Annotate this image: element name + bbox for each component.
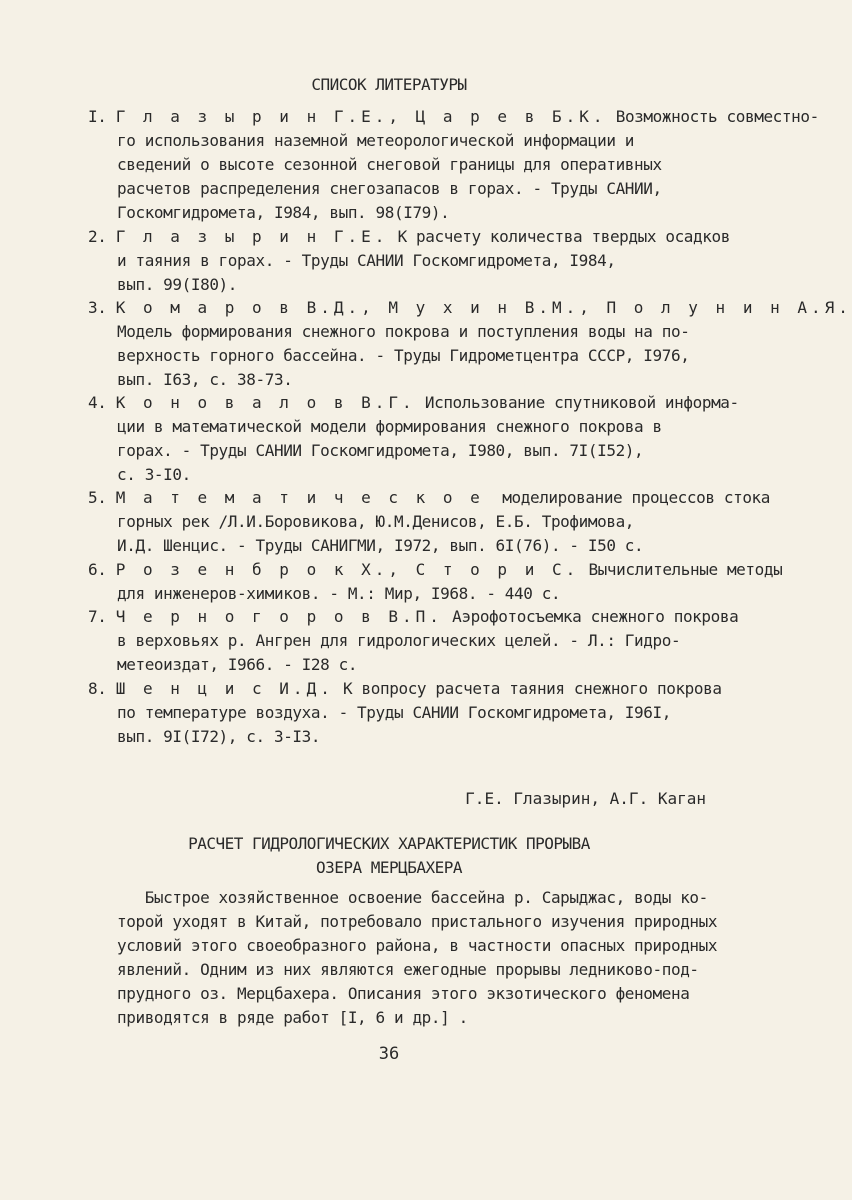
paragraph-line: явлений. Одним из них являются ежегодные прорывы ледниково-под-	[117, 960, 699, 979]
reference-line: вып. I63, с. 38-73.	[117, 370, 293, 389]
paragraph-line: прудного оз. Мерцбахера. Описания этого экзотического феномена	[117, 984, 690, 1003]
article-authors: Г.Е. Глазырин, А.Г. Каган	[465, 789, 706, 808]
paragraph-line: Быстрое хозяйственное освоение бассейна р. Сарыджас, воды ко-	[117, 888, 708, 907]
reference-author: М а т е м а т и ч е с к о е	[115, 488, 484, 507]
reference-line: для инженеров-химиков. - М.: Мир, I968. - 440 с.	[117, 584, 561, 603]
reference-line: горных рек /Л.И.Боровикова, Ю.М.Денисов, Е.Б. Трофимова,	[117, 512, 635, 531]
reference-number: I.	[88, 107, 107, 126]
paragraph-line: условий этого своеобразного района, в частности опасных природных	[117, 936, 718, 955]
reference-line: горах. - Труды САНИИ Госкомгидромета, I980, вып. 7I(I52),	[117, 441, 644, 460]
reference-line: моделирование процессов стока	[483, 488, 771, 507]
reference-author: Г л а з ы р и н Г.Е., Ц а р е в Б.К.	[115, 107, 607, 126]
reference-line: расчетов распределения снегозапасов в горах. - Труды САНИИ,	[117, 179, 662, 198]
reference-line: верхность горного бассейна. - Труды Гидрометцентра СССР, I976,	[117, 346, 690, 365]
reference-item	[88, 107, 819, 127]
reference-author: К о н о в а л о в В.Г.	[115, 393, 416, 412]
reference-line: Использование спутниковой информа-	[415, 393, 739, 412]
reference-line: по температуре воздуха. - Труды САНИИ Госкомгидромета, I96I,	[117, 703, 671, 722]
references-heading: СПИСОК ЛИТЕРАТУРЫ	[311, 75, 467, 94]
reference-item	[88, 393, 739, 413]
reference-line: вып. 99(I80).	[117, 275, 238, 294]
reference-line: Возможность совместно-	[606, 107, 819, 126]
reference-line: Госкомгидромета, I984, вып. 98(I79).	[117, 203, 450, 222]
reference-number: 4.	[88, 393, 107, 412]
reference-author: Ш е н ц и с И.Д.	[115, 679, 334, 698]
reference-line: метеоиздат, I966. - I28 с.	[117, 655, 358, 674]
reference-author: Ч е р н о г о р о в В.П.	[115, 607, 443, 626]
reference-author: Г л а з ы р и н Г.Е.	[115, 227, 389, 246]
reference-line: и таяния в горах. - Труды САНИИ Госкомгидромета, I984,	[117, 251, 616, 270]
reference-number: 7.	[88, 607, 107, 626]
reference-number: 2.	[88, 227, 107, 246]
article-title-line1: РАСЧЕТ ГИДРОЛОГИЧЕСКИХ ХАРАКТЕРИСТИК ПРОРЫВА	[188, 834, 590, 853]
reference-item	[88, 607, 738, 627]
page-number: 36	[378, 1044, 400, 1064]
reference-number: 3.	[88, 298, 107, 317]
reference-line: в верховьях р. Ангрен для гидрологических целей. - Л.: Гидро-	[117, 631, 681, 650]
reference-item	[88, 560, 782, 580]
reference-line: сведений о высоте сезонной снеговой границы для оперативных	[117, 155, 662, 174]
article-title-line2: ОЗЕРА МЕРЦБАХЕРА	[315, 858, 463, 877]
reference-item	[88, 298, 852, 318]
reference-line: Аэрофотосъемка снежного покрова	[442, 607, 739, 626]
reference-number: 5.	[88, 488, 107, 507]
reference-line: К вопросу расчета таяния снежного покрова	[333, 679, 722, 698]
paragraph-line: торой уходят в Китай, потребовало пристального изучения природных	[117, 912, 718, 931]
reference-line: с. 3-I0.	[117, 465, 191, 484]
reference-item	[88, 679, 722, 699]
reference-line: Вычислительные методы	[579, 560, 783, 579]
reference-line: И.Д. Шенцис. - Труды САНИГМИ, I972, вып. 6I(76). - I50 с.	[117, 536, 644, 555]
reference-line: го использования наземной метеорологической информации и	[117, 131, 635, 150]
reference-line: ции в математической модели формирования снежного покрова в	[117, 417, 662, 436]
reference-item	[88, 227, 730, 247]
reference-line: Модель формирования снежного покрова и поступления воды на по-	[117, 322, 690, 341]
reference-item	[88, 488, 770, 508]
reference-number: 6.	[88, 560, 107, 579]
reference-number: 8.	[88, 679, 107, 698]
paragraph-line: приводятся в ряде работ [I, 6 и др.] .	[117, 1008, 468, 1027]
reference-line: вып. 9I(I72), с. 3-I3.	[117, 727, 321, 746]
reference-author: К о м а р о в В.Д., М у х и н В.М., П о л у н и н А.Я.	[115, 298, 852, 317]
reference-line: К расчету количества твердых осадков	[388, 227, 730, 246]
reference-author: Р о з е н б р о к Х., С т о р и С.	[115, 560, 580, 579]
